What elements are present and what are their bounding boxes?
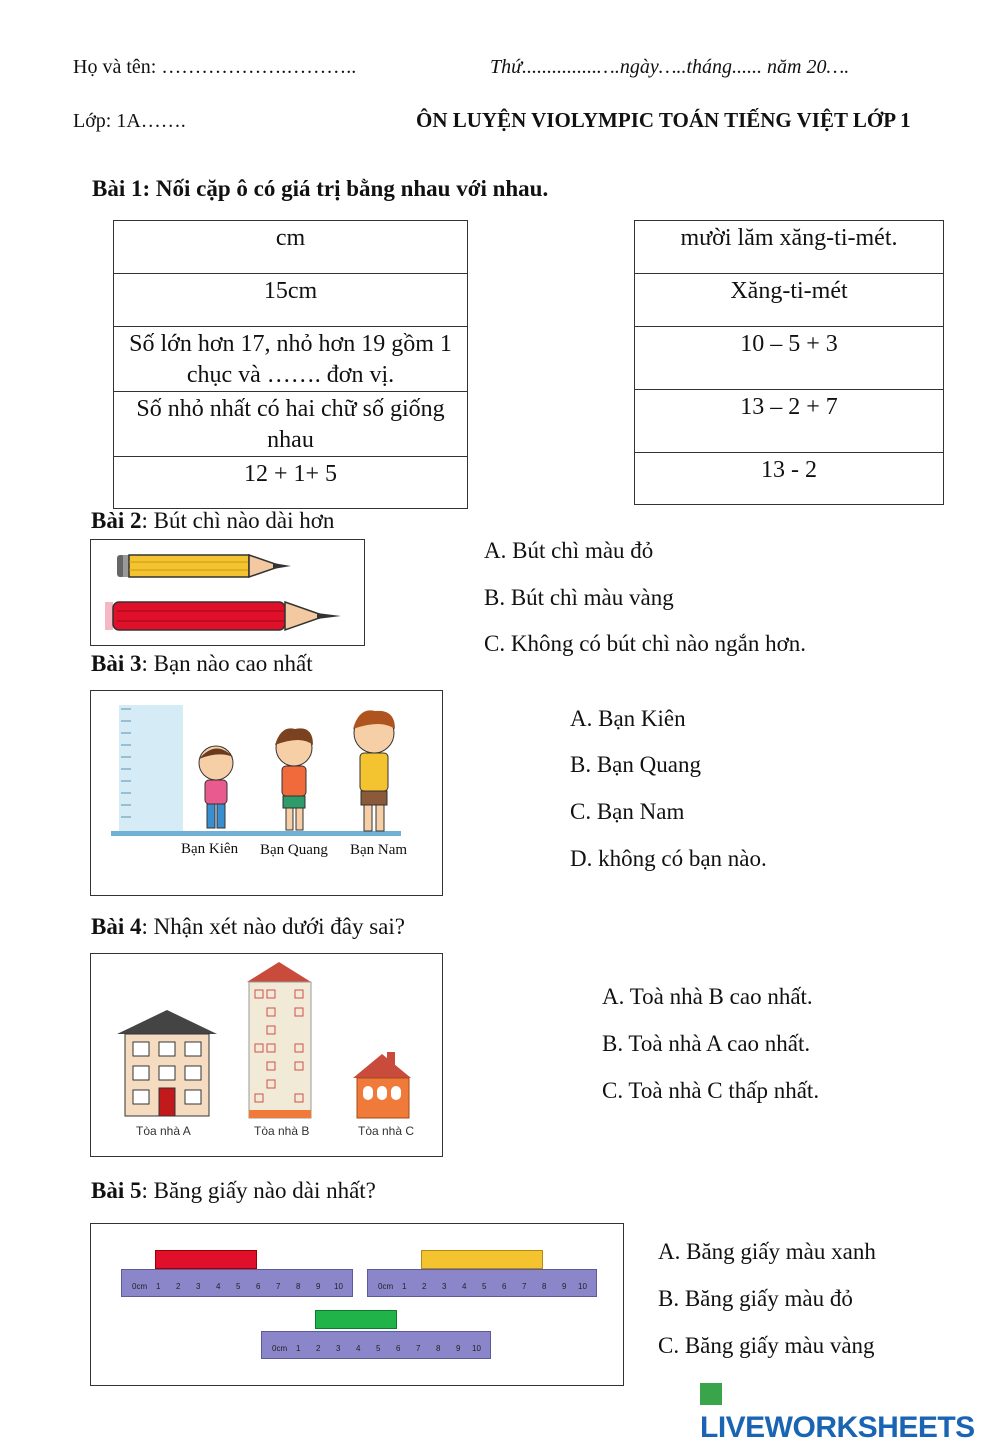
bai3-option-b[interactable]: B. Bạn Quang xyxy=(570,752,701,777)
bai4-option-c[interactable]: C. Toà nhà C thấp nhất. xyxy=(602,1078,820,1103)
bai2-option-a[interactable]: A. Bút chì màu đỏ xyxy=(484,538,654,563)
bai4-option-a[interactable]: A. Toà nhà B cao nhất. xyxy=(602,984,813,1009)
bai4-question: Bài 4: Nhận xét nào dưới đây sai? xyxy=(91,914,405,939)
nam-figure xyxy=(353,710,395,831)
red-paper-strip xyxy=(155,1250,257,1269)
bai5-option-b[interactable]: B. Băng giấy màu đỏ xyxy=(658,1286,853,1311)
yellow-pencil-body xyxy=(129,555,249,577)
ruler-2: 0cm 1 2 3 4 5 6 7 8 9 10 xyxy=(367,1269,597,1297)
bai3-option-d[interactable]: D. không có bạn nào. xyxy=(570,846,767,871)
children-height-image xyxy=(90,690,443,896)
liveworksheets-logo: LIVEWORKSHEETS xyxy=(700,1377,1000,1445)
bai1-left-cell[interactable]: cm xyxy=(114,221,468,274)
bai1-left-table xyxy=(113,220,468,509)
building-b-label: Tòa nhà B xyxy=(254,1124,310,1138)
building-b xyxy=(247,962,311,1118)
nam-label: Bạn Nam xyxy=(350,842,408,858)
ruler-3: 0cm 1 2 3 4 5 6 7 8 9 10 xyxy=(261,1331,491,1359)
bai5-option-a[interactable]: A. Băng giấy màu xanh xyxy=(658,1239,876,1264)
bai1-left-cell[interactable]: Số lớn hơn 17, nhỏ hơn 19 gồm 1 chục và ……. đơn vị. xyxy=(114,327,468,392)
bai5-option-c[interactable]: C. Băng giấy màu vàng xyxy=(658,1333,875,1358)
bai1-left-cell[interactable]: Số nhỏ nhất có hai chữ số giống nhau xyxy=(114,392,468,457)
bai2-option-b[interactable]: B. Bút chì màu vàng xyxy=(484,585,674,610)
green-paper-strip xyxy=(315,1310,397,1329)
logo-icon xyxy=(700,1383,722,1405)
date-field-label: Thứ...............….ngày…..tháng...... năm 20…. xyxy=(490,56,850,78)
bai1-question: Bài 1: Nối cặp ô có giá trị bằng nhau với nhau. xyxy=(92,176,549,201)
bai1-right-cell[interactable]: 13 – 2 + 7 xyxy=(635,390,944,453)
quang-figure xyxy=(275,728,313,830)
worksheet-title: ÔN LUYỆN VIOLYMPIC TOÁN TIẾNG VIỆT LỚP 1 xyxy=(416,108,911,132)
bai1-left-cell[interactable]: 12 + 1+ 5 xyxy=(114,457,468,509)
building-a xyxy=(117,1010,217,1116)
ruler-1: 0cm 1 2 3 4 5 6 7 8 9 10 xyxy=(121,1269,353,1297)
bai3-option-c[interactable]: C. Bạn Nam xyxy=(570,799,685,824)
pencils-illustration xyxy=(91,540,364,645)
bai2-question: Bài 2: Bút chì nào dài hơn xyxy=(91,508,335,533)
pencils-image xyxy=(90,539,365,646)
paper-strips-image xyxy=(90,1223,624,1386)
bai3-question: Bài 3: Bạn nào cao nhất xyxy=(91,651,313,676)
bai1-right-cell[interactable]: mười lăm xăng-ti-mét. xyxy=(635,221,944,274)
bai5-question: Bài 5: Băng giấy nào dài nhất? xyxy=(91,1178,376,1203)
bai1-right-cell[interactable]: Xăng-ti-mét xyxy=(635,274,944,327)
bai3-option-a[interactable]: A. Bạn Kiên xyxy=(570,706,686,731)
children-illustration xyxy=(91,691,442,895)
kien-figure xyxy=(199,746,233,828)
bai1-left-cell[interactable]: 15cm xyxy=(114,274,468,327)
quang-label: Bạn Quang xyxy=(260,842,328,858)
building-c xyxy=(353,1052,411,1118)
bai1-right-cell[interactable]: 13 - 2 xyxy=(635,453,944,505)
yellow-paper-strip xyxy=(421,1250,543,1269)
red-pencil-body xyxy=(113,602,285,630)
bai1-right-table xyxy=(634,220,944,505)
bai2-option-c[interactable]: C. Không có bút chì nào ngắn hơn. xyxy=(484,631,806,656)
building-a-label: Tòa nhà A xyxy=(136,1124,191,1138)
name-field-label: Họ và tên: ……………….……….. xyxy=(73,56,357,78)
bai1-right-cell[interactable]: 10 – 5 + 3 xyxy=(635,327,944,390)
building-c-label: Tòa nhà C xyxy=(358,1124,415,1138)
kien-label: Bạn Kiên xyxy=(181,841,239,857)
buildings-image xyxy=(90,953,443,1157)
bai4-option-b[interactable]: B. Toà nhà A cao nhất. xyxy=(602,1031,811,1056)
class-field-label: Lớp: 1A……. xyxy=(73,110,186,132)
